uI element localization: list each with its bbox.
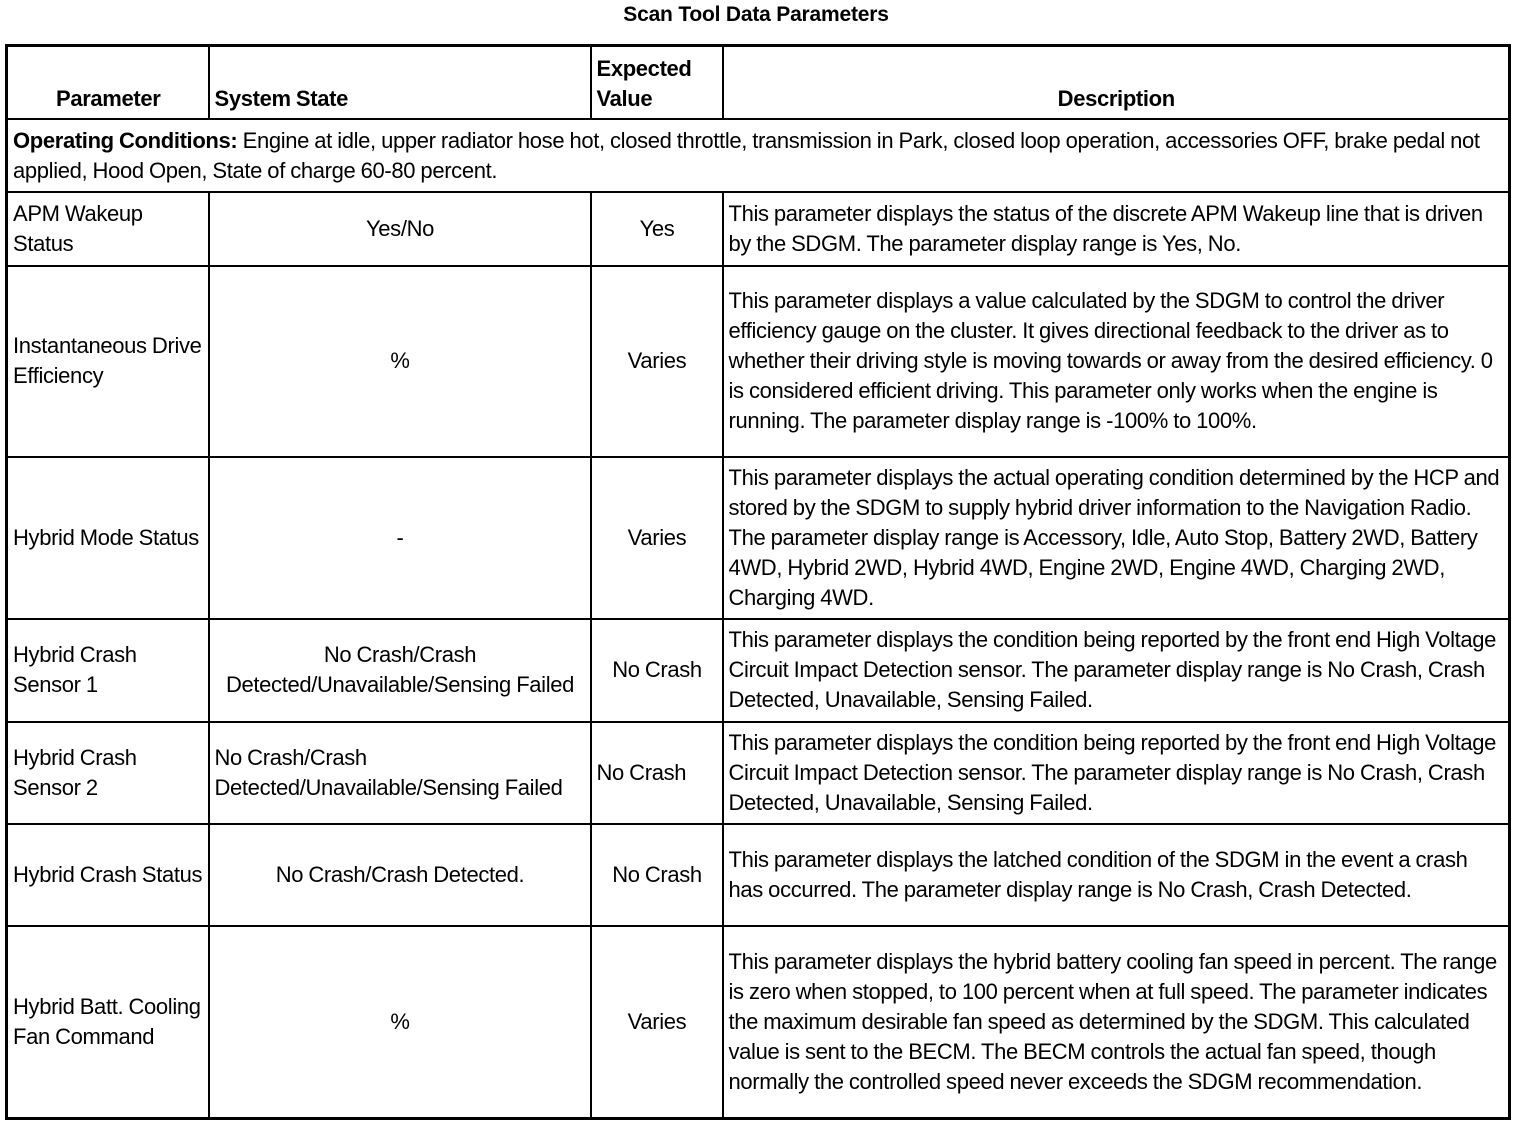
description-cell: This parameter displays the hybrid battery cooling fan speed in percent. The range is zero when stopped, to 100 percent when at full speed. The parameter indicates the maximum desirable fan speed as determined by the SDGM. This calculated value is sent to the BECM. The BECM controls the actual fan speed, though normally the controlled speed never exceeds the SDGM recommendation.: [723, 926, 1510, 1119]
system-state-cell: -: [209, 457, 591, 619]
description-cell: This parameter displays the condition being reported by the front end High Voltage Circuit Impact Detection sensor. The parameter display range is No Crash, Crash Detected, Unavailable, Sensing Failed.: [723, 619, 1510, 722]
table-row: [7, 192, 1510, 266]
description-cell: This parameter displays the latched condition of the SDGM in the event a crash has occurred. The parameter display range is No Crash, Crash Detected.: [723, 824, 1510, 926]
table-row: [7, 722, 1510, 824]
description-cell: This parameter displays the status of the discrete APM Wakeup line that is driven by the SDGM. The parameter display range is Yes, No.: [723, 192, 1510, 266]
system-state-cell: %: [209, 266, 591, 457]
document-title: Scan Tool Data Parameters: [623, 3, 889, 26]
table-row: [7, 824, 1510, 926]
description-cell: This parameter displays a value calculated by the SDGM to control the driver efficiency gauge on the cluster. It gives directional feedback to the driver as to whether their driving style is moving towards or away from the desired efficiency. 0 is considered efficient driving. This parameter only works when the engine is running. The parameter display range is -100% to 100%.: [723, 266, 1510, 457]
expected-value-cell: Varies: [591, 457, 723, 619]
expected-value-cell: Varies: [591, 926, 723, 1119]
description-cell: This parameter displays the actual operating condition determined by the HCP and stored by the SDGM to supply hybrid driver information to the Navigation Radio. The parameter display range is Accessory, Idle, Auto Stop, Battery 2WD, Battery 4WD, Hybrid 2WD, Hybrid 4WD, Engine 2WD, Engine 4WD, Charging 2WD, Charging 4WD.: [723, 457, 1510, 619]
expected-value-cell: Varies: [591, 266, 723, 457]
parameter-cell: Hybrid Mode Status: [7, 457, 209, 619]
header-expected-value: [591, 46, 723, 119]
table-row: [7, 926, 1510, 1119]
system-state-cell: Yes/No: [209, 192, 591, 266]
system-state-cell: No Crash/Crash Detected/Unavailable/Sensing Failed: [209, 619, 591, 722]
expected-value-cell: No Crash: [591, 722, 723, 824]
header-expected-value-line1: Expected: [596, 55, 692, 81]
operating-conditions-label: Operating Conditions:: [13, 127, 238, 153]
system-state-cell: No Crash/Crash Detected.: [209, 824, 591, 926]
operating-conditions-row: [7, 119, 1510, 192]
table-row: [7, 457, 1510, 619]
operating-conditions-text: Engine at idle, upper radiator hose hot, closed throttle, transmission in Park, closed loop operation, accessories OFF, brake pedal not applied, Hood Open, State of charge 60-80 percent.: [13, 127, 1480, 183]
operating-conditions-cell: [7, 119, 1510, 192]
expected-value-cell: Yes: [591, 192, 723, 266]
system-state-cell: No Crash/Crash Detected/Unavailable/Sensing Failed: [209, 722, 591, 824]
header-parameter: Parameter: [7, 46, 209, 119]
parameter-cell: Instantaneous Drive Efficiency: [7, 266, 209, 457]
parameter-cell: APM Wakeup Status: [7, 192, 209, 266]
table-row: [7, 266, 1510, 457]
parameter-cell: Hybrid Batt. Cooling Fan Command: [7, 926, 209, 1119]
scan-tool-data-parameters-table: [5, 44, 1511, 1120]
table-header-row: [7, 46, 1510, 119]
parameter-cell: Hybrid Crash Sensor 1: [7, 619, 209, 722]
description-cell: This parameter displays the condition being reported by the front end High Voltage Circuit Impact Detection sensor. The parameter display range is No Crash, Crash Detected, Unavailable, Sensing Failed.: [723, 722, 1510, 824]
expected-value-cell: No Crash: [591, 824, 723, 926]
table-row: [7, 619, 1510, 722]
parameter-cell: Hybrid Crash Sensor 2: [7, 722, 209, 824]
parameter-cell: Hybrid Crash Status: [7, 824, 209, 926]
header-description: Description: [723, 46, 1510, 119]
expected-value-cell: No Crash: [591, 619, 723, 722]
header-system-state: System State: [209, 46, 591, 119]
system-state-cell: %: [209, 926, 591, 1119]
header-expected-value-line2: Value: [596, 85, 653, 111]
